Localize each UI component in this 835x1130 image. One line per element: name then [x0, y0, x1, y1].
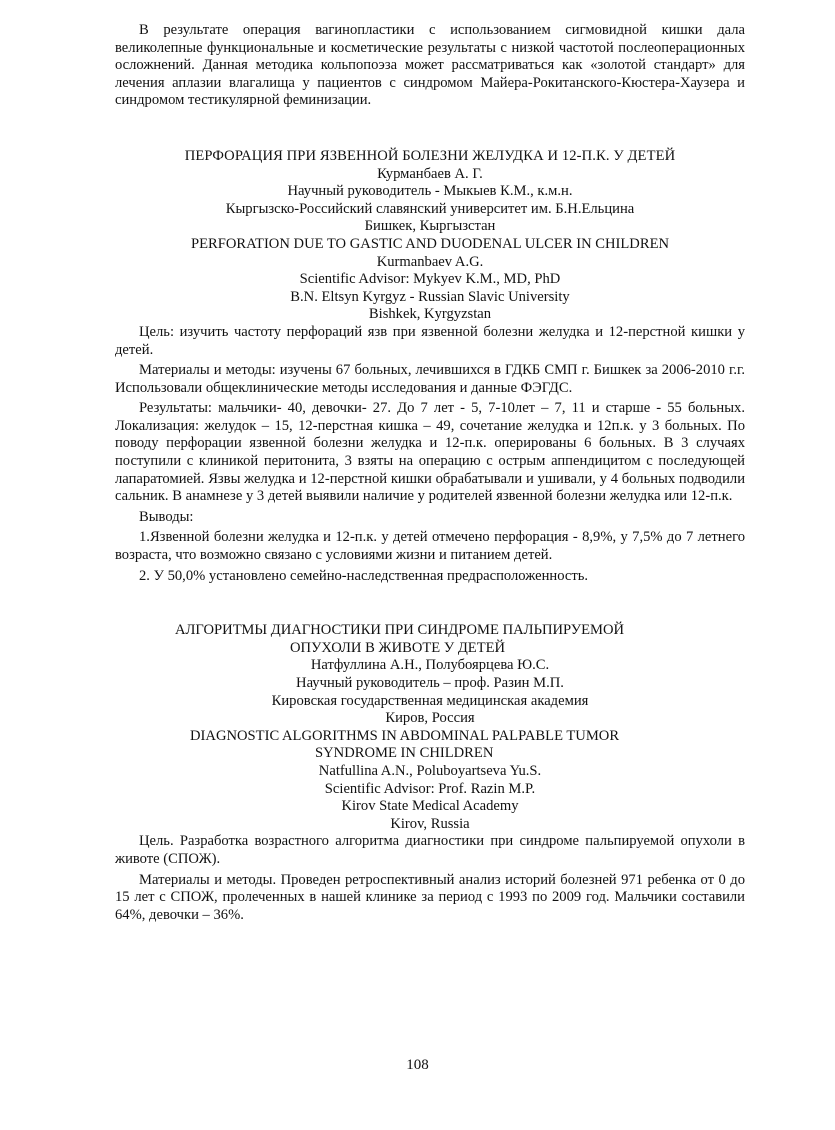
article1-org-ru: Кыргызско-Российский славянский университет им. Б.Н.Ельцина	[225, 200, 635, 217]
article1-advisor-ru: Научный руководитель - Мыкыев К.М., к.м.н.	[287, 183, 573, 200]
article2-author-ru: Натфуллина А.Н., Полубоярцева Ю.С.	[310, 657, 550, 674]
article1-results: Результаты: мальчики- 40, девочки- 27. До 7 лет - 5, 7-10лет – 7, 11 и старше - 55 больных. Локализация: желудок – 15, 12-перстная кишка – 49, сочетание желудка и 12п.к. у 3 больных. По поводу перфорации язвенной болезни желудка и 12-п.к. оперированы 6 больных. В 3 случаях поступили с клиникой перитонита, 3 взяты на операцию с острым аппендицитом с последующей лапаратомией. Язвы желудка и 12-перстной кишки обрабатывали и ушивали, у 4 больных подводили сальник. В анамнезе у 3 детей выявили наличие у родителей язвенной болезни желудка или 12-п.к.	[115, 400, 745, 505]
article1-advisor-en: Scientific Advisor: Mykyev K.M., MD, PhD	[299, 271, 561, 288]
article1-header	[115, 148, 745, 324]
article2-org-ru: Кировская государственная медицинская академия	[271, 692, 589, 709]
article1-conclusion-2: 2. У 50,0% установлено семейно-наследственная предрасположенность.	[139, 567, 589, 584]
article2-advisor-ru: Научный руководитель – проф. Разин М.П.	[296, 675, 564, 691]
intro-paragraph: В результате операция вагинопластики с использованием сигмовидной кишки дала великолепные функциональные и косметические результаты с низкой частотой послеоперационных осложнений. Данная методика кольпопоэза может рассматриваться как «золотой стандарт» для лечения аплазии влагалища у пациентов с синдромом Майера-Рокитанского-Кюстера-Хаузера и синдромом тестикулярной феминизации.	[115, 22, 745, 109]
article2-body	[115, 833, 745, 924]
article1-author-ru: Курманбаев А. Г.	[377, 165, 483, 182]
article2-city-en: Kirov, Russia	[390, 815, 470, 832]
article1-body	[115, 324, 745, 585]
article2-author-en: Natfullina A.N., Poluboyartseva Yu.S.	[318, 762, 542, 779]
article1-conclusion-1: 1.Язвенной болезни желудка и 12-п.к. у детей отмечено перфорация - 8,9%, у 7,5% до 7 летнего возраста, что возможно связано с условиями жизни и питанием детей.	[115, 529, 745, 564]
article2-title-ru-line1: АЛГОРИТМЫ ДИАГНОСТИКИ ПРИ СИНДРОМЕ ПАЛЬПИРУЕМОЙ	[175, 622, 625, 639]
article2-title-ru-line2: ОПУХОЛИ В ЖИВОТЕ У ДЕТЕЙ	[290, 639, 506, 656]
article1-city-en: Bishkek, Kyrgyzstan	[368, 306, 492, 323]
page-number: 108	[406, 1057, 429, 1073]
article2-methods: Материалы и методы. Проведен ретроспективный анализ историй болезней 971 ребенка от 0 до 15 лет с СПОЖ, пролеченных в нашей клинике за период с 1993 по 2009 год. Мальчики составили 64%, девочки – 36%.	[115, 871, 745, 923]
document-page	[115, 22, 745, 927]
article1-org-en: B.N. Eltsyn Kyrgyz - Russian Slavic University	[290, 288, 570, 305]
article1-conclusions-label: Выводы:	[139, 508, 194, 525]
article1-title-en: PERFORATION DUE TO GASTIC AND DUODENAL ULCER IN CHILDREN	[190, 235, 670, 252]
article1-author-en: Kurmanbaev A.G.	[376, 253, 484, 270]
article1-aim: Цель: изучить частоту перфораций язв при язвенной болезни желудка и 12-перстной кишки у детей.	[115, 323, 745, 358]
article2-title-en-line1: DIAGNOSTIC ALGORITHMS IN ABDOMINAL PALPABLE TUMOR	[190, 727, 620, 744]
article1-methods: Материалы и методы: изучены 67 больных, лечившихся в ГДКБ СМП г. Бишкек за 2006-2010 г.г. Использовали общеклинические методы исследования и данные ФЭГДС.	[115, 362, 745, 396]
article2-org-en: Kirov State Medical Academy	[341, 798, 519, 815]
article2-header	[115, 622, 745, 833]
article2-aim: Цель. Разработка возрастного алгоритма диагностики при синдроме пальпируемой опухоли в животе (СПОЖ).	[115, 833, 745, 867]
article2-advisor-en: Scientific Advisor: Prof. Razin M.P.	[324, 780, 536, 797]
article1-city-ru: Бишкек, Кыргызстан	[364, 218, 496, 235]
article1-title-ru: ПЕРФОРАЦИЯ ПРИ ЯЗВЕННОЙ БОЛЕЗНИ ЖЕЛУДКА И 12-П.К. У ДЕТЕЙ	[184, 147, 676, 164]
article2-city-ru: Киров, Россия	[385, 710, 475, 727]
article2-title-en-line2: SYNDROME IN CHILDREN	[315, 745, 494, 762]
